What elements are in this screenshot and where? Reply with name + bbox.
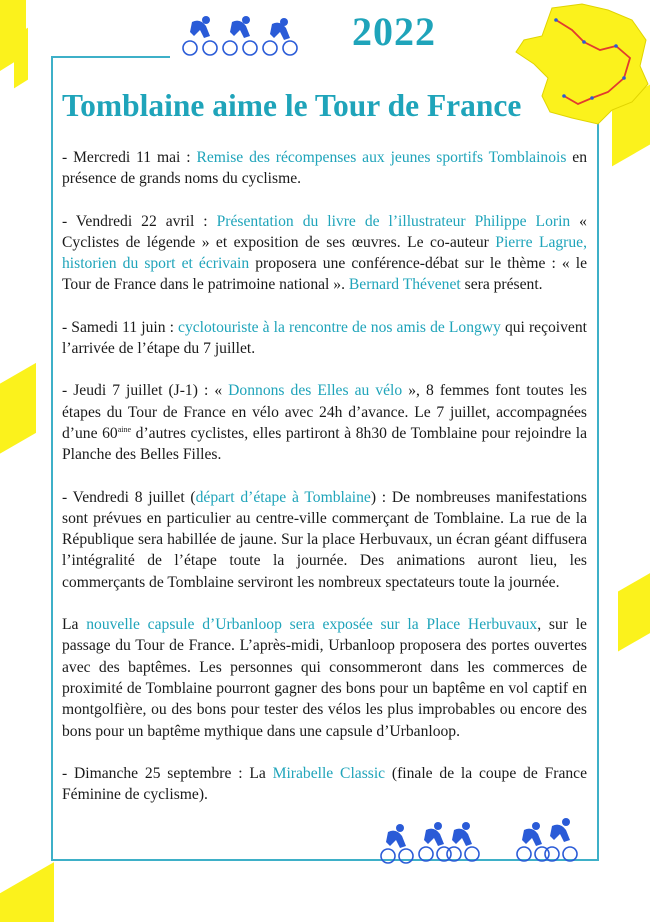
event-text: en présence de grands noms du cyclisme. <box>62 149 588 188</box>
france-map-icon <box>512 0 650 128</box>
year-heading: 2022 <box>352 9 436 54</box>
superscript: aine <box>117 424 132 434</box>
cyclists-icon <box>378 814 590 866</box>
event-highlight: Bernard Thévenet <box>348 276 461 294</box>
event-date: - Vendredi 8 juillet ( <box>62 488 196 506</box>
yellow-stripe-top-left-2 <box>14 28 28 89</box>
event-text: « Cyclistes de légende » et exposition de ses œuvres. Le co-auteur <box>62 212 587 251</box>
event-date: - Jeudi 7 juillet (J-1) : « <box>62 382 229 400</box>
yellow-stripe-bottom-left <box>0 862 54 922</box>
event-item <box>62 487 587 593</box>
yellow-stripe-left-mid <box>0 363 36 457</box>
event-text: ) : De nombreuses manifestations sont prévues en particulier au centre-ville commerçant de Tomblaine. La rue de la République sera habillée de jaune. Sur la place Herbuvaux, un écran géant diffusera l’intégralité de l’étape toute la journée. Des animations auront lieu, les commerçants de Tomblaine serviront les nombreux spectateurs toute la journée. <box>62 488 587 591</box>
event-highlight: Remise des récompenses aux jeunes sportifs Tomblainois <box>196 149 567 166</box>
event-text: La <box>62 616 87 634</box>
event-item <box>62 147 587 190</box>
event-highlight: Donnons des Elles au vélo <box>228 382 403 400</box>
event-date: - Dimanche 25 septembre : La <box>62 764 273 782</box>
event-text: (finale de la coupe de France Féminine de cyclisme). <box>62 764 588 804</box>
event-highlight: cyclotouriste à la rencontre de nos amis de Longwy <box>178 318 501 336</box>
event-text: proposera une conférence-débat sur le thème : « le Tour de France dans le patrimoine national ». <box>62 255 587 294</box>
event-item <box>62 211 587 296</box>
event-highlight: départ d’étape à Tomblaine <box>195 488 371 506</box>
event-item <box>62 614 587 742</box>
event-date: - Mercredi 11 mai : <box>62 149 197 166</box>
event-item <box>62 763 587 806</box>
event-text: », 8 femmes font toutes les étapes du Tour de France en vélo avec 24h d’avance. Le 7 juillet, accompagnées d’une 60 <box>62 382 588 442</box>
cyclists-icon <box>180 12 300 58</box>
event-list <box>62 147 587 826</box>
event-highlight: nouvelle capsule d’Urbanloop sera exposée sur la Place Herbuvaux <box>86 616 538 634</box>
event-text: d’autres cyclistes, elles partiront à 8h30 de Tomblaine pour rejoindre la Planche des Belles Filles. <box>62 424 587 464</box>
event-item <box>62 380 587 465</box>
event-highlight: Présentation du livre de l’illustrateur Philippe Lorin <box>216 212 571 230</box>
event-text: , sur le passage du Tour de France. L’après-midi, Urbanloop proposera des portes ouvertes avec des baptêmes. Les personnes qui consommeront dans les commerces de proximité de Tomblaine pourront gagner des bons pour un baptême en vol captif en montgolfière, ou des bons pour tester des vélos les plus improbables ou encore des bons pour un baptême mythique dans une capsule d’Urbanloop. <box>62 616 587 740</box>
event-highlight: Mirabelle Classic <box>272 764 386 782</box>
event-date: - Samedi 11 juin : <box>62 318 179 336</box>
event-text: sera présent. <box>460 276 543 294</box>
event-date: - Vendredi 22 avril : <box>62 212 217 230</box>
yellow-stripe-right-mid <box>618 568 650 651</box>
event-item <box>62 317 587 360</box>
event-highlight: Pierre Lagrue, historien du sport et écrivain <box>62 233 587 273</box>
page-title: Tomblaine aime le Tour de France <box>62 88 522 123</box>
event-text: qui reçoivent l’arrivée de l’étape du 7 juillet. <box>62 318 587 358</box>
